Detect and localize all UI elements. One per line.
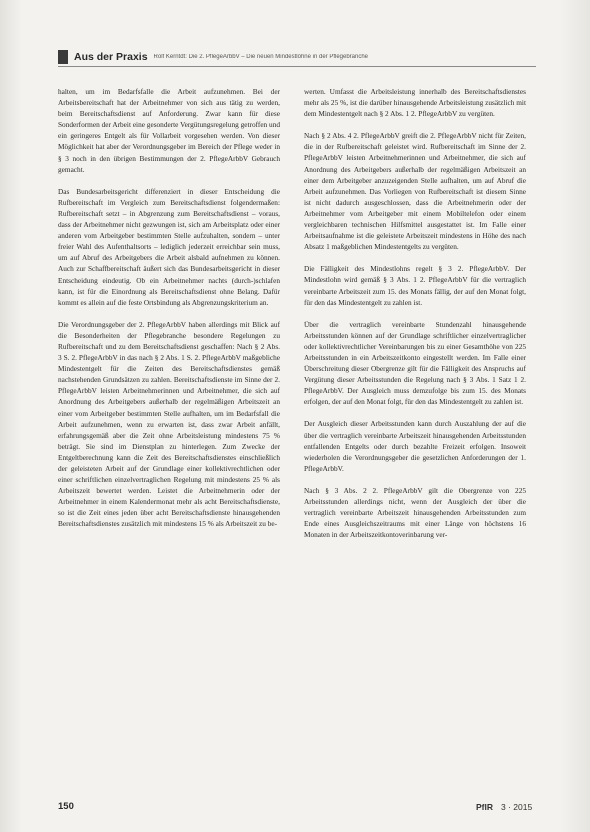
page-number: 150 xyxy=(58,801,74,812)
issue-label: 3 · 2015 xyxy=(501,802,533,812)
section-marker xyxy=(58,50,68,64)
paragraph: werten. Umfasst die Arbeitsleistung innerhalb des Bereitschaftsdienstes mehr als 25 %, ist die darüber hinausgehende Arbeitsleistung zusätzlich mit dem Mindestentgelt nach § 2 Abs. 1 2. PflegeArbbV zu vergüten. xyxy=(304,87,526,119)
paragraph: Der Ausgleich dieser Arbeitsstunden kann durch Auszahlung der auf die über die vertraglich vereinbarte Arbeitszeit hinausgehenden Arbeitsstunden entfallenden Entgelts oder durch bezahlte Freizeit erfolgen. Insoweit wiederholen die Verordnungsgeber die gesetzlichen Anforderungen der 1. PflegeArbbV. xyxy=(304,419,526,473)
paragraph: halten, um im Bedarfsfalle die Arbeit aufzunehmen. Bei der Arbeitsbereitschaft hat der Arbeitnehmer von sich aus tätig zu werden, beim Bereitschaftsdienst auf Anforderung. Zwar kann für diese Sonderformen der Arbeit eine gesonderte Vergütungsregelung getroffen und ein geringeres Entgelt als für Vollarbeit vorgesehen werden. Von dieser Möglichkeit hat aber der Verordnungsgeber im Bereich der Pflege weder in § 3 noch in den übrigen Bestimmungen der 2. PflegeArbbV Gebrauch gemacht. xyxy=(58,87,280,174)
right-column xyxy=(304,86,526,796)
paragraph: Nach § 3 Abs. 2 2. PflegeArbbV gilt die Obergrenze von 225 Arbeitsstunden allerdings nicht, wenn der Ausgleich der über die vertraglich vereinbarte Arbeitszeit hinausgehenden Arbeitsstunden zum Ende eines Ausgleichszeitraums mit einer Länge von höchstens 16 Monaten in der Arbeitszeitkontoverinbarung ver- xyxy=(304,485,526,540)
paragraph: Nach § 2 Abs. 4 2. PflegeArbbV greift die 2. PflegeArbbV nicht für Zeiten, die in der Rufbereitschaft geleistet wird. Rufbereitschaft im Sinne der 2. PflegeArbbV leisten Arbeitnehmerinnen und Arbeitnehmer, die sich auf Anordnung des Arbeitgebers außerhalb der regelmäßigen Arbeitszeit an einer dem Arbeitgeber anzuzeigenden Stelle aufhalten, um auf Abruf die Arbeit aufzunehmen. Das Vorliegen von Rufbereitschaft ist diesem Sinne ist nicht dadurch ausgeschlossen, dass die Arbeitnehmerin oder der Arbeitnehmer vom Arbeitgeber mit einem Mobiltelefon oder einem vergleichbaren technischen Hilfsmittel ausgestattet ist. Im Falle einer Arbeitsaufnahme ist die geleistete Arbeitszeit mindestens in Höhe des nach Absatz 1 maßgeblichen Mindestentgelts zu vergüten. xyxy=(304,131,526,252)
magazine-issue xyxy=(476,802,532,812)
paragraph: Über die vertraglich vereinbarte Stundenzahl hinausgehende Arbeitsstunden können auf der Grundlage schriftlicher einzelvertraglicher oder kollektivrechtlicher Vereinbarungen bis zu einer Gesamthöhe von 225 Arbeitsstunden in ein Arbeitszeitkonto eingestellt werden. Im Falle einer Überschreitung dieser Obergrenze gilt für die Fälligkeit des Anspruchs auf Vergütung dieser Arbeitsstunden die Regelung nach § 3 Abs. 1 Satz 1 2. PflegeArbbV. Der Ausgleich muss demzufolge bis zum 15. des Monats erfolgen, der auf den Monat folgt, für den das Mindestentgelt zu zahlen ist. xyxy=(304,319,526,407)
header-rule xyxy=(58,66,536,67)
paragraph: Die Fälligkeit des Mindestlohns regelt § 3 2. PflegeArbbV. Der Mindestlohn wird gemäß § 3 Abs. 1 2. PflegeArbbV für die vertraglich vereinbarte Arbeitszeit zum 15. des Monats fällig, der auf den Monat folgt, für den das Mindestentgelt zu zahlen ist. xyxy=(304,264,526,307)
section-label: Aus der Praxis xyxy=(74,51,148,63)
article-title: Rolf Kerntdt: Die 2. PflegeArbbV – Die neuen Mindestlöhne in der Pflegebranche xyxy=(153,54,369,60)
magazine-name: PflR xyxy=(476,802,493,812)
left-column xyxy=(58,86,280,796)
paragraph: Die Verordnungsgeber der 2. PflegeArbbV haben allerdings mit Blick auf die Besonderheiten der Pflegebranche besondere Regelungen zu Rufbereitschaft und zu dem Bereitschaftsdienst geschaffen: Nach § 2 Abs. 3 S. 2. PflegeArbbV in das nach § 2 Abs. 1 S. 2. PflegeArbbV maßgebliche Mindestentgelt für die Zeiten des Bereitschaftsdienstes gemäß nachstehenden Grundsätzen zu zahlen. Bereitschaftsdienste im Sinne der 2. PflegeArbbV leisten Arbeitnehmerinnen und Arbeitnehmer, die sich auf Anordnung des Arbeitgebers außerhalb der regelmäßigen Arbeitszeit an einer vom Arbeitgeber bestimmten Stelle aufhalten, um im Bedarfsfall die Arbeit aufzunehmen, wenn zu erwarten ist, dass zwar Arbeit anfällt, erfahrungsgemäß aber die Zeit ohne Arbeitsleistung mindestens 75 % beträgt. Sie sind im Dienstplan zu hinterlegen. Zum Zwecke der Entgeltberechnung kann die Zeit des Bereitschaftsdienstes einschließlich der geleisteten Arbeit auf der Grundlage einer kollektivrechtlichen oder einer schriftlichen einzelvertraglichen Regelung mit mindestens 25 % als Arbeitszeit bewertet werden. Leistet die Arbeitnehmerin oder der Arbeitnehmer in einem Kalendermonat mehr als acht Bereitschaftsdienste, so ist die Zeit eines jeden über acht Bereitschaftsdienste hinausgehenden Bereitschaftsdienstes zusätzlich mit mindestens 15 % als Arbeitszeit zu be- xyxy=(58,319,280,529)
running-header xyxy=(58,50,558,64)
paragraph: Das Bundesarbeitsgericht differenziert in dieser Entscheidung die Rufbereitschaft im Vergleich zum Bereitschaftsdienst folgendermaßen: Rufbereitschaft setzt – in Abgrenzung zum Bereitschaftsdienst – voraus, dass der Arbeitnehmer nicht gezwungen ist, sich am Arbeitsplatz oder einer anderen vom Arbeitgeber bestimmten Stelle aufzuhalten, sondern – unter freier Wahl des Aufenthaltsorts – lediglich jederzeit erreichbar sein muss, um auf Abruf des Arbeitgebers die Arbeit alsbald aufnehmen zu können. Auch zur Schaffbereitschaft äußert sich das Bundesarbeitsgericht in dieser Entscheidung eindeutig. Ob ein Arbeitnehmer nachts (durch-)schlafen kann, ist für die Einordnung als Bereitschaftsdienst ohne Belang. Dafür kommt es allein auf die feste Ortsbindung als Abgrenzungskriterium an. xyxy=(58,186,280,307)
